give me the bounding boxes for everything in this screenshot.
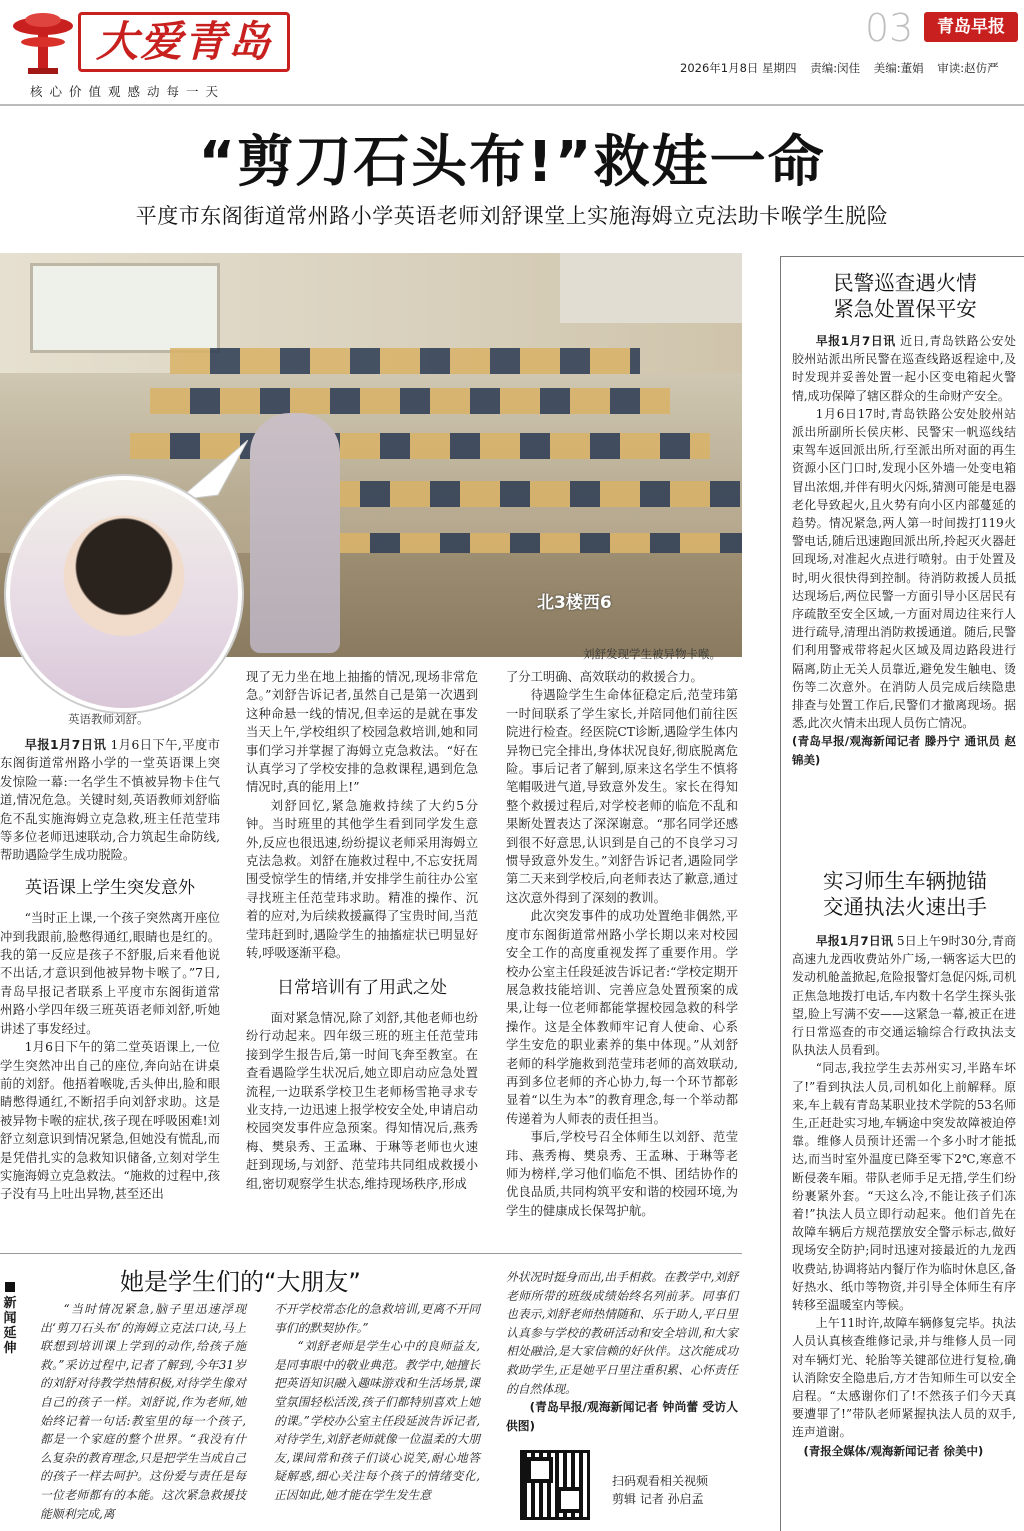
paragraph: 现了无力坐在地上抽搐的情况,现场非常危急。”刘舒告诉记者,虽然自己是第一次遇到这种命悬一线的情况,但幸运的是就在事发当天上午,学校组织了校园急救培训,她和同事们学习并掌握了海姆立克急救法。“好在认真学习了学校安排的急救课程,遇到危急情况时,真的能用上!” [246,670,478,795]
subhead-1: 英语课上学生突发意外 [25,877,195,898]
sidebar-story-1-body [792,332,1016,769]
paragraph: 上午11时许,故障车辆修复完毕。执法人员认真核查维修记录,并与维修人员一同对车辆灯光、轮胎等关键部位进行复检,确认消除安全隐患后,方才告知师生可以安全启程。“太感谢你们了!不然孩子们今天真要遭罪了!”带队老师紧握执法人员的双手,连声道谢。 [792,1316,1016,1440]
photo-caption: 刘舒发现学生被异物卡喉。 [583,647,721,661]
news-extension-tag: 新闻延伸 [0,1282,20,1356]
feature-credit: (青岛早报/观海新闻记者 钟尚蕾 受访人供图) [506,1400,738,1433]
sub-headline: 平度市东阁街道常州路小学英语老师刘舒课堂上实施海姆立克法助卡喉学生脱险 [135,204,889,228]
teacher-portrait-inset [6,476,242,712]
paragraph: 此次突发事件的成功处置绝非偶然,平度市东阁街道常州路小学长期以来对校园安全工作的高度重视发挥了重要作用。学校办公室主任段延波告诉记者:“学校定期开展急救技能培训、完善应急处置预案的成果,让每一位老师都能掌握校园急救的科学操作。这是全体教师牢记育人使命、心系学生安危的职业素养的集中体现。”从刘舒老师的科学施救到范莹玮老师的高效联动,再到多位老师的齐心协力,每一个环节都彰显着“以生为本”的教育理念,每一个举动都传递着为人师表的责任担当。 [506,909,738,1126]
paragraph: 待遇险学生生命体征稳定后,范莹玮第一时间联系了学生家长,并陪同他们前往医院进行检查。经医院CT诊断,遇险学生体内异物已完全排出,身体状况良好,彻底脱离危险。事后记者了解到,原来这名学生不慎将笔帽吸进气道,导致意外发生。家长在得知整个救援过程后,对学校老师的临危不乱和果断处置表达了深深谢意。“那名同学还感到很不好意思,认识到是自己的不良学习习惯导致意外发生。”刘舒告诉记者,遇险同学第二天来到学校后,向老师表达了歉意,通过这次意外得到了深刻的教训。 [506,688,738,905]
qr-code-icon[interactable] [520,1450,590,1520]
dateline: 早报1月7日讯 [815,334,896,348]
paragraph: 1月6日17时,青岛铁路公安处胶州站派出所副所长侯庆彬、民警宋一帆巡线结束驾车返回派出所,行至派出所对面的再生资源小区门口时,发现小区外墙一处变电箱冒出浓烟,并伴有明火闪烁,猜测可能是电器老化导致起火,且火势有向小区内部蔓延的趋势。情况紧急,两人第一时间拨打119火警电话,随后迅速跑回派出所,拎起灭火器赶回现场,对准起火点进行喷射。由于处置及时,明火很快得到控制。待消防救援人员抵达现场后,两位民警一方面引导小区居民有序疏散至安全区域,一方面对周边往来行人进行疏导,清理出消防救援通道。随后,民警们利用警戒带将起火区域及周边路段进行隔离,防止无关人员靠近,避免发生触电、烫伤等二次意外。在消防人员完成后续隐患排查与处置工作后,民警们才撤离现场。据悉,此次火情未出现人员伤亡情况。 [792,406,1016,731]
subhead-2: 日常培训有了用武之处 [277,977,447,998]
sidebar-story-2-title: 实习师生车辆抛锚 交通执法火速出手 [823,869,987,919]
paragraph: 刘舒回忆,紧急施救持续了大约5分钟。当时班里的其他学生看到同学发生意外,反应也很迅速,纷纷提议老师采用海姆立克法急救。刘舒在施救过程中,不忘安抚周围受惊学生的情绪,并安排学生前往办公室寻找班主任范莹玮求助。精准的操作、沉着的应对,为后续救援赢得了宝贵时间,当范莹玮赶到时,遇险学生的抽搐症状已明显好转,呼吸逐渐平稳。 [246,798,478,961]
inset-caption: 英语教师刘舒。 [68,712,149,726]
paragraph: “当时情况紧急,脑子里迅速浮现出‘剪刀石头布’的海姆立克法口诀,马上联想到培训课上学到的动作,给孩子施救。”采访过程中,记者了解到,今年31岁的刘舒对待教学热情积极,对待学生像对自己的孩子一样。刘舒说,作为老师,她始终记着一句话:教室里的每一个孩子,都是一个家庭的整个世界。“我没有什么复杂的教育理念,只是把学生当成自己的孩子一样去呵护。这份爱与责任是每一位老师都有的本能。这次紧急救援技能顺利完成,离 [40,1302,246,1521]
edition-meta [680,60,1009,76]
paragraph: “同志,我拉学生去苏州实习,半路车坏了!”看到执法人员,司机如化上前解释。原来,车上载有青岛某职业技术学院的53名师生,正赶赴实习地,车辆途中突发故障被迫停靠。维修人员预计还需一个多小时才能抵达,而当时室外温度已降至零下2℃,寒意不断侵袭车厢。带队老师手足无措,学生们纷纷裹紧外套。“天这么冷,不能让孩子们冻着!”执法人员立即行动起来。他们首先在故障车辆后方规范摆放安全警示标志,做好现场安全防护;同时迅速对接最近的九龙西收费站,协调将站内餐厅作为临时休息区,备好热水、纸巾等物资,并引导全体师生有序转移至温暖室内等候。 [792,1061,1016,1313]
sidebar-story-2-body [792,932,1016,1460]
paragraph: “当时正上课,一个孩子突然离开座位冲到我跟前,脸憋得通红,眼睛也是红的。我的第一反应是孩子不舒服,后来看他说不出话,才意识到他被异物卡喉了。”7日,青岛早报记者联系上平度市东阁街道常州路小学四年级三班英语老师刘舒,听她讲述了事发经过。 [0,911,220,1036]
paragraph: “刘舒老师是学生心中的良师益友,是同事眼中的敬业典范。教学中,她擅长把英语知识融入趣味游戏和生活场景,课堂氛围轻松活泼,孩子们都特别喜欢上她的课。”学校办公室主任段延波告诉记者,对待学生,刘舒老师就像一位温柔的大朋友,课间常和孩子们谈心说笑,耐心地答疑解惑,细心关注每个孩子的情绪变化,正因如此,她才能在学生发生意 [274,1339,480,1502]
dateline: 早报1月7日讯 [815,934,894,948]
header-divider [0,104,1024,106]
paragraph: 5日上午9时30分,青商高速九龙西收费站外广场,一辆客运大巴的发动机舱盖掀起,危险报警灯急促闪烁,司机正焦急地拨打电话,车内数十名学生探头张望,脸上写满不安——这紧急一幕,被正在进行日常巡查的市交通运输综合行政执法支队执法人员看到。 [792,934,1016,1058]
article-column-3 [506,668,738,1220]
dateline: 早报1月7日讯 [24,738,107,752]
section-divider [0,1253,742,1254]
story-credit: (青报全媒体/观海新闻记者 徐美中) [803,1443,984,1458]
feature-column-2 [274,1300,480,1505]
qr-caption [612,1472,708,1508]
designer-credit: 美编:董娟 [873,61,924,75]
story-credit: (青岛早报/观海新闻记者 滕丹宁 通讯员 赵锦美) [792,734,1016,767]
article-column-2 [246,668,478,1193]
sidebar-story-1-title: 民警巡查遇火情 紧急处置保平安 [833,271,977,321]
paragraph: 事后,学校号召全体师生以刘舒、范莹玮、燕秀梅、樊泉秀、王孟琳、于琳等老师为榜样,学习他们临危不惧、团结协作的优良品质,共同构筑平安和谐的校园环境,为学生的健康成长保驾护航。 [506,1130,738,1218]
paragraph: 1月6日下午,平度市东阁街道常州路小学的一堂英语课上突发惊险一幕:一名学生不慎被异物卡住气道,情况危急。关键时刻,英语教师刘舒临危不乱实施海姆立克急救,班主任范莹玮等多位老师迅速联动,合力筑起生命防线,帮助遇险学生成功脱险。 [0,738,220,863]
paragraph: 1月6日下午的第二堂英语课上,一位学生突然冲出自己的座位,奔向站在讲桌前的刘舒。他捂着喉咙,舌头伸出,脸和眼睛憋得通红,不断招手向刘舒求助。这是被异物卡喉的症状,孩子现在呼吸困难!刘舒立刻意识到情况紧急,但她没有慌乱,而是凭借扎实的急救知识储备,立刻对学生实施海姆立克急救法。“施救的过程中,孩子没有马上吐出异物,甚至还出 [0,1040,220,1202]
camera-label: 北3楼西6 [537,593,612,613]
reviewer-credit: 审读:赵仿严 [937,61,999,75]
edition-date: 2026年1月8日 星期四 [680,61,797,75]
editor-credit: 责编:闵佳 [810,61,861,75]
paragraph: 了分工明确、高效联动的救援合力。 [506,670,703,684]
qr-caption-line: 扫码观看相关视频 [612,1474,709,1488]
article-column-1 [0,736,220,1204]
feature-column-3 [506,1268,738,1435]
lighthouse-logo-icon [8,6,78,78]
feature-column-1 [40,1300,246,1523]
page-number: 03 [865,6,914,50]
section-banner: 大爱青岛 [78,12,290,72]
paragraph: 面对紧急情况,除了刘舒,其他老师也纷纷行动起来。四年级三班的班主任范莹玮接到学生报告后,第一时间飞奔至教室。在查看遇险学生状况后,她立即启动应急处置流程,一边联系学校卫生老师杨雪艳寻求专业支持,一边迅速上报学校安全处,申请启动校园突发事件应急预案。得知情况后,燕秀梅、樊泉秀、王孟琳、于琳等老师也火速赶到现场,与刘舒、范莹玮共同组成救援小组,密切观察学生状态,维持现场秩序,形成 [246,1010,478,1191]
section-slogan: 核心价值观感动每一天 [30,84,226,99]
paragraph: 外状况时挺身而出,出手相救。在教学中,刘舒老师所带的班级成绩始终名列前茅。同事们也表示,刘舒老师热情随和、乐于助人,平日里认真参与学校的教研活动和安全培训,和大家相处融洽,是大家信赖的好伙伴。这次能成功救助学生,正是她平日里注重积累、心怀责任的自然体现。 [506,1270,738,1396]
inset-pointer-icon [178,440,248,500]
paragraph: 近日,青岛铁路公安处胶州站派出所民警在巡查线路返程途中,及时发现并妥善处置一起小区变电箱起火警情,成功保障了辖区群众的生命财产安全。 [792,334,1017,403]
paragraph: 不开学校常态化的急救培训,更离不开同事们的默契协作。” [274,1302,480,1335]
qr-caption-line: 剪辑 记者 孙启孟 [612,1492,704,1506]
paper-logo: 青岛早报 [924,12,1018,42]
feature-title: 她是学生们的“大朋友” [120,1268,361,1296]
main-headline: “剪刀石头布!”救娃一命 [198,130,826,195]
